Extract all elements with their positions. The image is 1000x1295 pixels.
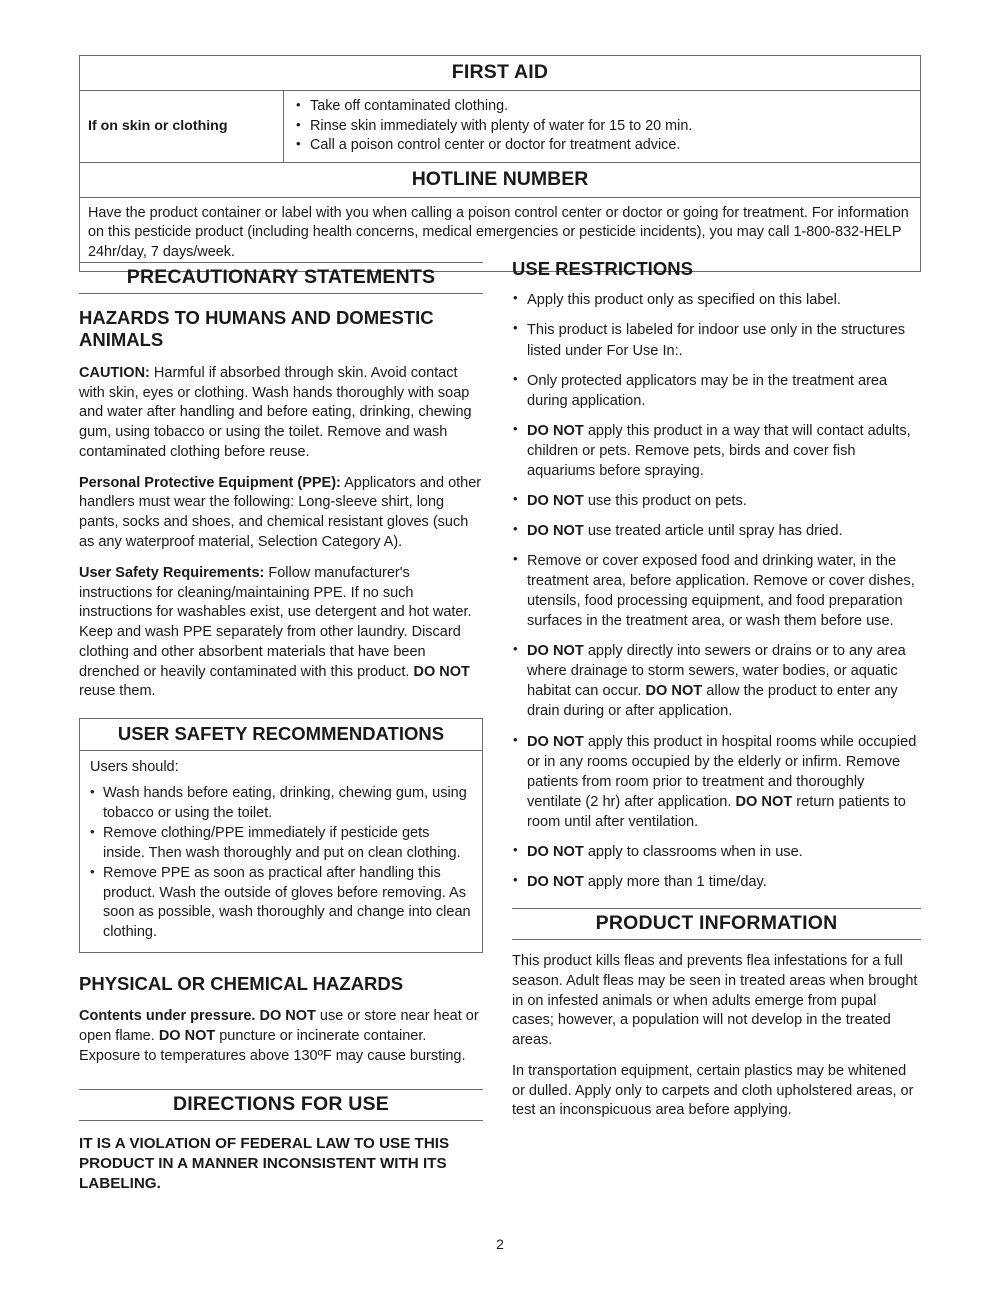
physical-hazards-paragraph [79,1007,483,1066]
first-aid-row-label: If on skin or clothing [80,91,284,162]
user-safety-text-1: Follow manufacturer's instructions for cleaning/maintaining PPE. If no such instructions for washables exist, use detergent and hot water. Keep and wash PPE separately from other laundry. Discard clothing and other absorbent materials that have been drenched or heavily contaminated with this product. [79,564,472,680]
use-restrictions-list [512,290,921,892]
emphasis-text: DO NOT [527,643,584,660]
list-item [512,290,921,310]
emphasis-text: DO NOT [527,873,584,890]
violation-statement: IT IS A VIOLATION OF FEDERAL LAW TO USE THIS PRODUCT IN A MANNER INCONSISTENT WITH ITS LABELING. [79,1134,450,1192]
body-text: apply this product in a way that will contact adults, children or pets. Remove pets, birds and cover fish aquariums before spraying. [527,422,911,479]
body-text: apply this product in hospital rooms while occupied or in any rooms occupied by the elderly or infirm. Remove patients from room prior to treatment and thoroughly ventilate (2 hr) after application. [527,733,917,810]
page-number: 2 [496,1236,504,1252]
users-should-lead: Users should: [90,759,179,776]
body-text: apply more than 1 time/day. [583,873,767,890]
list-item: • Call a poison control center or doctor for treatment advice. [296,136,912,156]
list-item [512,521,921,541]
right-column [512,258,921,1121]
product-information-heading: PRODUCT INFORMATION [512,908,921,940]
body-text: apply to classrooms when in use. [583,843,803,860]
physical-hazards-text-1: Contents under pressure. DO NOT [79,1008,316,1025]
ppe-label: Personal Protective Equipment (PPE): [79,474,341,491]
list-item [512,551,921,631]
precautionary-statements-heading: PRECAUTIONARY STATEMENTS [79,262,483,294]
first-aid-steps [284,91,920,162]
first-aid-step-list [296,97,912,156]
use-restrictions-heading: USE RESTRICTIONS [512,258,693,279]
ppe-text: Applicators and other handlers must wear the following: Long-sleeve shirt, long pants, socks and shoes, and chemical resistant gloves (such as any waterproof material, Selection Category A). [79,474,482,550]
list-item [512,641,921,721]
user-safety-requirements-paragraph [79,564,483,702]
physical-hazards-text-3: DO NOT [158,1028,216,1045]
table-row [80,91,920,163]
body-text: return patients to room until after ventilation. [527,793,906,830]
body-text: Only protected applicators may be in the treatment area during application. [527,372,888,409]
body-text: This product is labeled for indoor use only in the structures listed under For Use In:. [527,322,906,359]
emphasis-text: DO NOT [645,683,703,700]
body-text: Remove or cover exposed food and drinking water, in the treatment area, before application. Remove or cover dishes, utensils, food processing equipment, and food preparation surfaces in the treatment area, or wash them before use. [527,553,915,630]
body-text: allow the product to enter any drain during or after application. [527,683,898,720]
hazards-heading: HAZARDS TO HUMANS AND DOMESTIC ANIMALS [79,307,434,351]
list-item [512,872,921,892]
physical-hazards-heading: PHYSICAL OR CHEMICAL HAZARDS [79,973,404,995]
emphasis-text: DO NOT [527,843,584,860]
emphasis-text: DO NOT [527,522,584,539]
list-item: • Remove PPE as soon as practical after handling this product. Wash the outside of gloves before removing. As soon as possible, wash thoroughly and change into clean clothing. [90,864,472,942]
product-information-paragraph: In transportation equipment, certain plastics may be whitened or dulled. Apply only to carpets and cloth upholstered areas, or test an inconspicuous area before applying. [512,1062,914,1119]
emphasis-text: DO NOT [527,733,584,750]
hotline-number-text: Have the product container or label with you when calling a poison control center or doctor or going for treatment. For information on this pesticide product (including health concerns, medical emergencies or pesticide incidents), you may call 1-800-832-HELP 24hr/day, 7 days/week. [88,204,909,261]
list-item: • Wash hands before eating, drinking, chewing gum, using tobacco or using the toilet. [90,784,472,823]
hotline-number-title: HOTLINE NUMBER [80,163,920,198]
directions-for-use-heading: DIRECTIONS FOR USE [79,1089,483,1121]
body-text: use treated article until spray has dried. [583,522,843,539]
emphasis-text: DO NOT [735,793,793,810]
user-safety-donot: DO NOT [413,663,470,680]
ppe-paragraph [79,474,483,553]
list-item [512,371,921,411]
list-item: • Remove clothing/PPE immediately if pesticide gets inside. Then wash thoroughly and put on clean clothing. [90,824,472,863]
user-safety-recommendations-heading: USER SAFETY RECOMMENDATIONS [80,719,482,751]
list-item [512,421,921,481]
list-item [512,320,921,360]
product-information-paragraph: This product kills fleas and prevents flea infestations for a full season. Adult fleas may be seen in treated areas when brought in on infested animals or when adults emerge from pupal cases; however, a population will not develop in the treated areas. [512,952,918,1049]
body-text: use this product on pets. [583,492,747,509]
list-item [512,842,921,862]
caution-paragraph [79,364,483,463]
user-safety-text-2: reuse them. [79,683,156,700]
user-safety-recommendations-list [90,784,472,942]
caution-text: Harmful if absorbed through skin. Avoid contact with skin, eyes or clothing. Wash hands thoroughly with soap and water after handling and before eating, drinking, chewing gum, using tobacco or using the toilet. Remove and wash contaminated clothing before reuse. [79,364,472,460]
first-aid-table [79,55,921,272]
list-item: • Rinse skin immediately with plenty of water for 15 to 20 min. [296,117,912,137]
user-safety-recommendations-body [80,751,482,952]
left-column [79,262,483,1194]
list-item [512,732,921,832]
user-safety-label: User Safety Requirements: [79,564,265,581]
first-aid-title: FIRST AID [80,56,920,91]
emphasis-text: DO NOT [527,492,584,509]
physical-hazards-text-4: puncture or incinerate container. Exposure to temperatures above 130ºF may cause bursting. [79,1028,466,1065]
body-text: apply directly into sewers or drains or to any area where drainage to storm sewers, water bodies, or aquatic habitat can occur. [527,643,906,700]
list-item: • Take off contaminated clothing. [296,97,912,117]
caution-label: CAUTION: [79,364,150,381]
body-text: Apply this product only as specified on this label. [527,292,841,309]
list-item [512,491,921,511]
user-safety-recommendations-box [79,718,483,953]
emphasis-text: DO NOT [527,422,584,439]
physical-hazards-text-2: use or store near heat or open flame. [79,1008,479,1045]
